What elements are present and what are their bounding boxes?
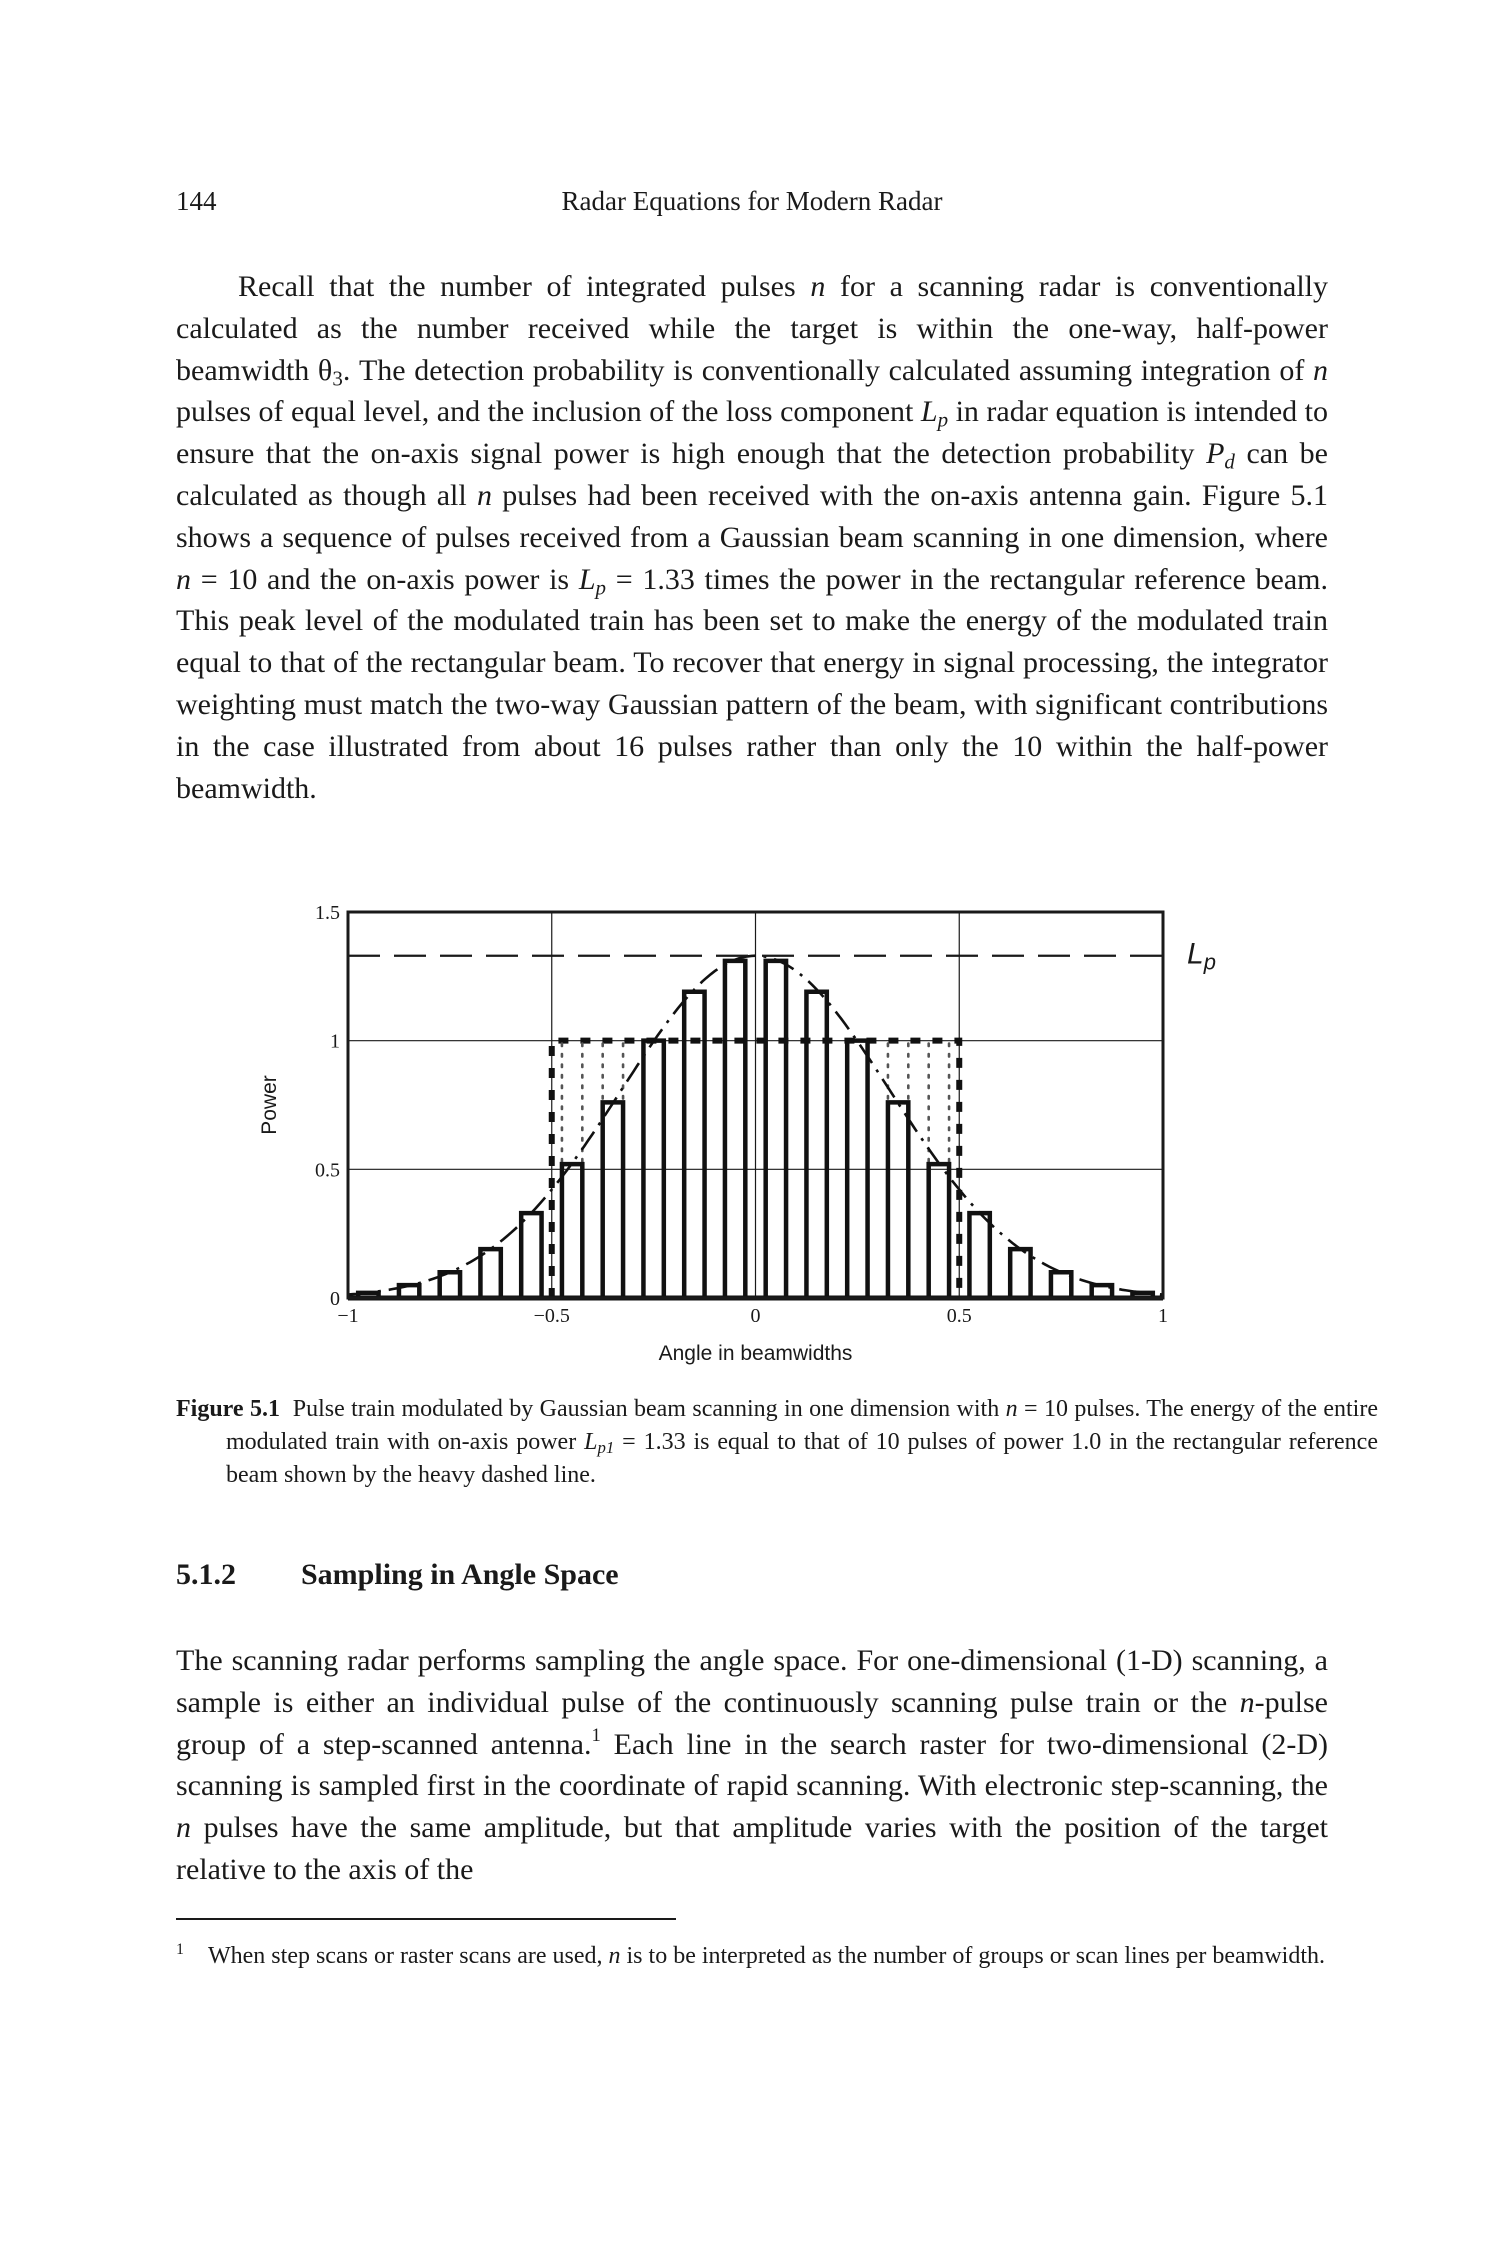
y-tick-label: 1.5 (315, 902, 340, 924)
running-head (176, 186, 1328, 226)
x-tick-label: 0.5 (946, 1305, 972, 1327)
figure-label: Figure 5.1 (176, 1396, 280, 1422)
x-axis-label: Angle in beamwidths (658, 1342, 853, 1365)
modulated-pulse (1010, 1249, 1030, 1298)
modulated-pulse (929, 1164, 949, 1298)
y-tick-label: 0 (330, 1288, 340, 1310)
footnote-rule (176, 1918, 676, 1920)
y-tick-label: 1 (330, 1030, 340, 1053)
footnote-reference[interactable]: 1 (591, 1724, 601, 1746)
x-tick-labels (337, 1305, 1168, 1327)
body-paragraph-2: The scanning radar performs sampling the angle space. For one-dimensional (1-D) scanning, a sample is either an individual pulse of the continuously scanning pulse train or the n-pulse group of a step-scanned antenna.$^1$ Each line in the search raster for two-dimensional (2-D) scanning is sampled first in the coordinate of rapid scanning. With electronic step-scanning, the n pulses have the same amplitude, but that amplitude varies with the position of the target relative to the axis of the (176, 1644, 1328, 1886)
section-heading (176, 1558, 619, 1592)
footnote: 1 When step scans or raster scans are used, n is to be interpreted as the number of groups or scan lines per beamwidth. (176, 1941, 1325, 1969)
body-paragraph-1: Recall that the number of integrated pulses n for a scanning radar is conventionally calculated as the number received while the target is within the one-way, half-power beamwidth $\theta_3$. The detection probability is conventionally calculated assuming integration of n pulses of equal level, and the inclusion of the loss component $L_p$ in radar equation is intended to ensure that the on-axis signal power is high enough that the detection probability $P_d$ can be calculated as though all n pulses had been received with the on-axis antenna gain. Figure 5.1 shows a sequence of pulses received from a Gaussian beam scanning in one dimension, where n = 10 and the on-axis power is $L_p = 1.33$ times the power in the rectangular reference beam. This peak level of the modulated train has been set to make the energy of the modulated train equal to that of the rectangular beam. To recover that energy in signal processing, the integrator weighting must match the two-way Gaussian pattern of the beam, with significant contributions in the case illustrated from about 16 pulses rather than only the 10 within the half-power beamwidth. (176, 270, 1329, 805)
y-tick-label: 0.5 (315, 1159, 340, 1182)
book-title: Radar Equations for Modern Radar (561, 186, 943, 216)
modulated-pulse (725, 961, 745, 1298)
modulated-pulse (766, 961, 786, 1298)
modulated-pulse (603, 1102, 623, 1298)
section-number: 5.1.2 (176, 1558, 236, 1591)
modulated-pulse (521, 1213, 541, 1298)
modulated-pulse (480, 1249, 500, 1298)
grid-lines (348, 912, 1163, 1298)
x-tick-label: −1 (337, 1305, 359, 1327)
y-axis-label: Power (258, 1075, 281, 1135)
modulated-pulse (969, 1213, 989, 1298)
modulated-pulse (1051, 1272, 1071, 1298)
figure-caption: Figure 5.1 Pulse train modulated by Gaussian beam scanning in one dimension with n = 10 pulses. The energy of the entire modulated train with on-axis power $L_{p1} = 1.33$ is equal to that of 10 pulses of power 1.0 in the rectangular reference beam shown by the heavy dashed line. (176, 1396, 1378, 1488)
x-tick-label: 0 (750, 1305, 761, 1327)
modulated-pulse (888, 1102, 908, 1298)
y-tick-labels (315, 902, 340, 1310)
section-title: Sampling in Angle Space (301, 1558, 619, 1591)
lp-annotation: $L_p$ (1187, 937, 1216, 975)
page-number: 144 (176, 186, 217, 216)
figure-5-1 (0, 880, 1500, 1380)
modulated-pulse (562, 1164, 582, 1298)
x-tick-label: 1 (1158, 1305, 1168, 1327)
x-tick-label: −0.5 (533, 1305, 570, 1327)
pulse-train-chart (0, 880, 1500, 1380)
